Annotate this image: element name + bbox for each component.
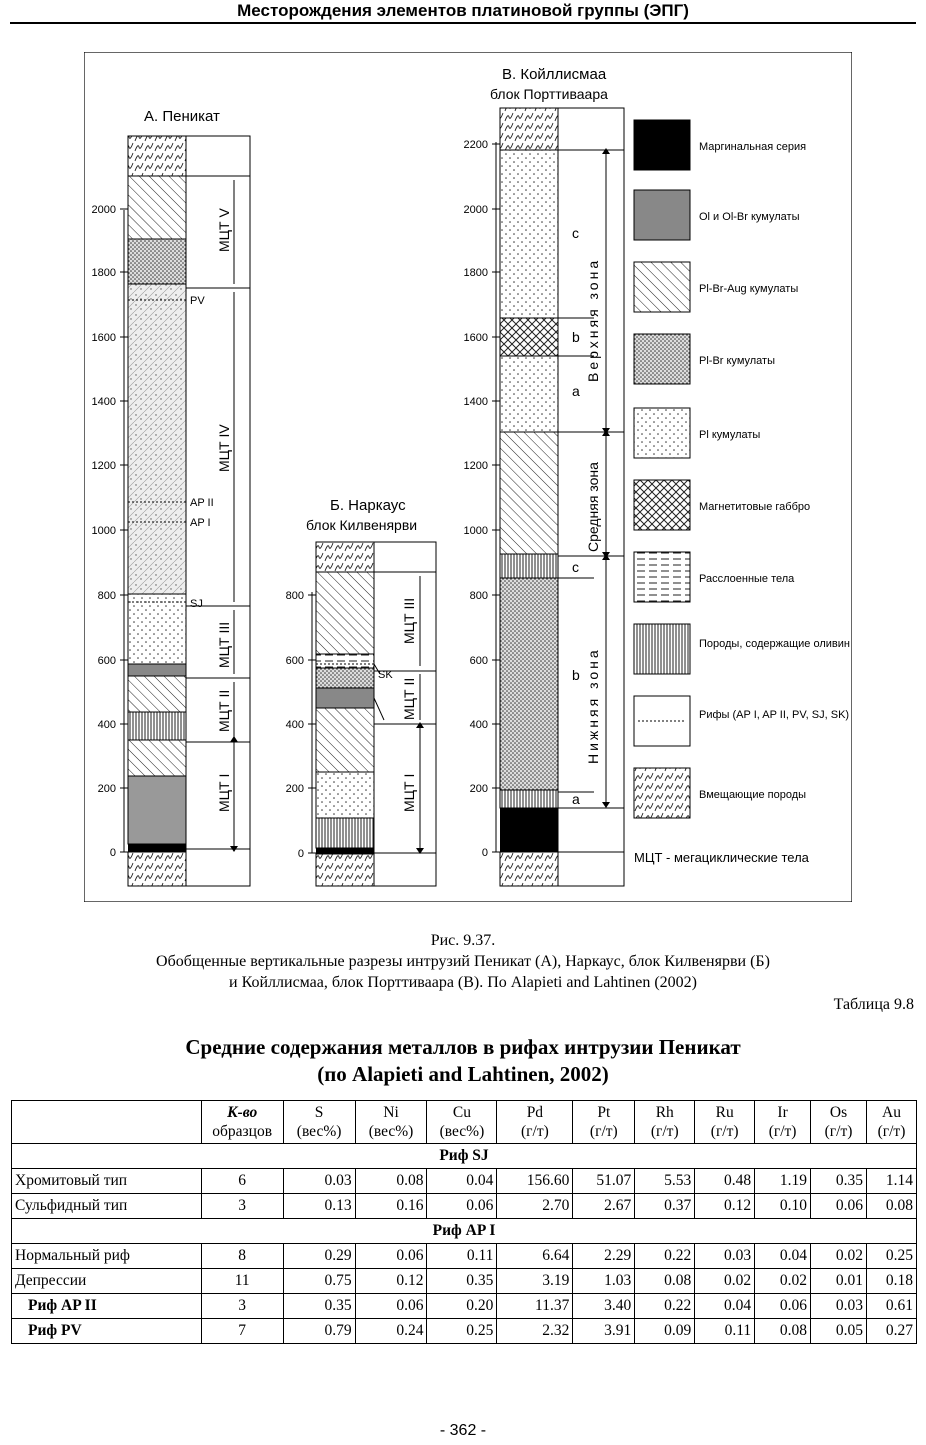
cell: 0.61	[866, 1294, 916, 1319]
header-cell: Ni (вес%)	[355, 1101, 427, 1144]
legend-swatch	[634, 408, 690, 458]
cell: 0.22	[635, 1294, 695, 1319]
cell: 2.29	[573, 1244, 635, 1269]
tick-label: 1600	[91, 332, 116, 344]
tick-label: 800	[285, 590, 304, 602]
subzone-label: b	[572, 667, 580, 683]
legend-swatch	[634, 624, 690, 674]
legend-swatch	[634, 480, 690, 530]
header-cell: Rh (г/т)	[635, 1101, 695, 1144]
header-cell: Au (г/т)	[866, 1101, 916, 1144]
legend-item: Расслоенные тела	[699, 573, 795, 585]
legend-note: МЦТ - мегациклические тела	[634, 850, 809, 865]
cell: 0.06	[355, 1244, 427, 1269]
header-cell: S (вес%)	[283, 1101, 355, 1144]
cell: 0.35	[283, 1294, 355, 1319]
tick-label: 1600	[463, 332, 488, 344]
cell: 0.20	[427, 1294, 497, 1319]
cell: 6.64	[497, 1244, 573, 1269]
cell: 0.11	[427, 1244, 497, 1269]
tick-label: 0	[297, 848, 304, 860]
legend-item: Pl-Br кумулаты	[699, 355, 775, 367]
column-b-title: Б. Наркаус	[330, 497, 406, 514]
tick-label: 1000	[463, 525, 488, 537]
tick-label: 0	[109, 847, 116, 859]
tick-label: 1200	[91, 460, 116, 472]
cell: 0.08	[355, 1169, 427, 1194]
reef-label: SJ	[190, 598, 203, 610]
tick-label: 1800	[91, 267, 116, 279]
running-header: Месторождения элементов платиновой группы (ЭПГ)	[237, 1, 689, 20]
cell: 0.06	[355, 1294, 427, 1319]
legend-swatch	[634, 262, 690, 312]
legend-swatch	[634, 334, 690, 384]
figure-frame	[84, 52, 852, 902]
cell: 2.67	[573, 1194, 635, 1219]
header-cell: Pd (г/т)	[497, 1101, 573, 1144]
cell: 0.12	[355, 1269, 427, 1294]
tick-label: 400	[469, 719, 488, 731]
page-number: - 362 -	[439, 1422, 487, 1439]
tick-label: 200	[285, 783, 304, 795]
tick-label: 2000	[91, 204, 116, 216]
cell: 0.02	[811, 1244, 867, 1269]
row-name: Депрессии	[12, 1269, 202, 1294]
tick-label: 1800	[463, 267, 488, 279]
cell: 0.13	[283, 1194, 355, 1219]
legend-item: Магнетитовые габбро	[699, 501, 811, 513]
unit-label: МЦТ II	[401, 677, 417, 720]
cell: 6	[201, 1169, 283, 1194]
zone-label: Нижняя зона	[585, 647, 601, 764]
legend-swatch	[634, 552, 690, 602]
unit-label: МЦТ III	[216, 621, 232, 668]
cell: 0.08	[755, 1319, 811, 1344]
cell: 3.40	[573, 1294, 635, 1319]
cell: 2.32	[497, 1319, 573, 1344]
cell: 3	[201, 1194, 283, 1219]
tick-label: 200	[469, 783, 488, 795]
subzone-label: c	[572, 559, 579, 575]
cell: 0.06	[811, 1194, 867, 1219]
cell: 7	[201, 1319, 283, 1344]
cell: 0.04	[695, 1294, 755, 1319]
cell: 0.03	[695, 1244, 755, 1269]
column-b-subtitle: блок Килвенярви	[306, 517, 418, 533]
table-section-row	[12, 1144, 917, 1169]
cell: 3.19	[497, 1269, 573, 1294]
table-header-row	[12, 1101, 917, 1144]
cell: 0.27	[866, 1319, 916, 1344]
reef-label: AP I	[190, 517, 211, 529]
subzone-label: b	[572, 329, 580, 345]
unit-label: МЦТ IV	[216, 424, 232, 472]
cell: 0.06	[755, 1294, 811, 1319]
cell: 0.37	[635, 1194, 695, 1219]
unit-label: МЦТ I	[216, 773, 232, 812]
tick-label: 800	[97, 590, 116, 602]
legend-swatch	[634, 190, 690, 240]
table-title	[0, 1034, 926, 1088]
cell: 0.08	[866, 1194, 916, 1219]
cell: 1.14	[866, 1169, 916, 1194]
unit-label: МЦТ II	[216, 689, 232, 732]
tick-label: 2200	[463, 139, 488, 151]
cell: 0.05	[811, 1319, 867, 1344]
cell: 0.03	[283, 1169, 355, 1194]
cell: 0.06	[427, 1194, 497, 1219]
legend-item: Рифы (AP I, AP II, PV, SJ, SK)	[699, 709, 850, 721]
cell: 0.18	[866, 1269, 916, 1294]
section-label: Риф SJ	[12, 1144, 917, 1169]
cell: 5.53	[635, 1169, 695, 1194]
unit-label: МЦТ III	[401, 597, 417, 644]
cell: 0.02	[695, 1269, 755, 1294]
cell: 0.29	[283, 1244, 355, 1269]
zone-label: Верхняя зона	[585, 257, 601, 382]
caption-line: Рис. 9.37.	[430, 932, 496, 949]
table-row	[12, 1294, 917, 1319]
tick-label: 1200	[463, 460, 488, 472]
cell: 3	[201, 1294, 283, 1319]
tick-label: 1400	[463, 396, 488, 408]
cell: 0.24	[355, 1319, 427, 1344]
column-c-subtitle: блок Порттиваара	[490, 86, 608, 102]
column-a-title: А. Пеникат	[144, 108, 220, 125]
cell: 0.10	[755, 1194, 811, 1219]
metals-table	[11, 1100, 917, 1344]
reef-label: PV	[190, 295, 205, 307]
header-cell: Ir (г/т)	[755, 1101, 811, 1144]
reef-label: SK	[378, 669, 393, 681]
cell: 2.70	[497, 1194, 573, 1219]
cell: 1.19	[755, 1169, 811, 1194]
cell: 0.02	[755, 1269, 811, 1294]
header-cell: К-во образцов	[201, 1101, 283, 1144]
row-name: Хромитовый тип	[12, 1169, 202, 1194]
table-row	[12, 1194, 917, 1219]
cell: 0.75	[283, 1269, 355, 1294]
tick-label: 1400	[91, 396, 116, 408]
tick-label: 200	[97, 783, 116, 795]
unit-label: МЦТ I	[401, 773, 417, 812]
cell: 11	[201, 1269, 283, 1294]
cell: 0.25	[427, 1319, 497, 1344]
tick-label: 1000	[91, 525, 116, 537]
subzone-label: a	[572, 791, 580, 807]
table-row	[12, 1244, 917, 1269]
cell: 0.04	[427, 1169, 497, 1194]
cell: 0.08	[635, 1269, 695, 1294]
cell: 0.16	[355, 1194, 427, 1219]
header-rule	[10, 22, 916, 24]
table-number: Таблица 9.8	[833, 996, 914, 1013]
tick-label: 800	[469, 590, 488, 602]
stratigraphic-figure	[84, 52, 852, 902]
section-label: Риф AP I	[12, 1219, 917, 1244]
header-cell: Ru (г/т)	[695, 1101, 755, 1144]
header-cell-empty	[12, 1101, 202, 1144]
legend-item: Pl-Br-Aug кумулаты	[699, 283, 799, 295]
caption-line: Обобщенные вертикальные разрезы интрузий Пеникат (А), Наркаус, блок Килвенярви (Б)	[156, 953, 770, 970]
legend-item: Породы, содержащие оливин	[699, 638, 850, 650]
caption-line: и Койллисмаа, блок Порттиваара (В). По Alapieti and Lahtinen (2002)	[229, 974, 697, 991]
reef-label: AP II	[190, 497, 214, 509]
legend-item: Вмещающие породы	[699, 789, 807, 801]
tick-label: 400	[97, 719, 116, 731]
legend-item: Маргинальная серия	[699, 141, 807, 153]
cell: 156.60	[497, 1169, 573, 1194]
table-title-line: (по Alapieti and Lahtinen, 2002)	[317, 1062, 609, 1086]
cell: 0.35	[811, 1169, 867, 1194]
tick-label: 600	[469, 655, 488, 667]
tick-label: 2000	[463, 204, 488, 216]
table-row	[12, 1269, 917, 1294]
figure-caption	[0, 930, 926, 993]
cell: 0.35	[427, 1269, 497, 1294]
subzone-label: c	[572, 225, 579, 241]
cell: 0.09	[635, 1319, 695, 1344]
cell: 1.03	[573, 1269, 635, 1294]
column-c-title: В. Койллисмаа	[502, 66, 607, 83]
cell: 0.12	[695, 1194, 755, 1219]
header-cell: Pt (г/т)	[573, 1101, 635, 1144]
cell: 0.04	[755, 1244, 811, 1269]
legend-item: Ol и Ol-Br кумулаты	[699, 211, 800, 223]
tick-label: 600	[97, 655, 116, 667]
header-cell: Os (г/т)	[811, 1101, 867, 1144]
cell: 0.25	[866, 1244, 916, 1269]
legend-swatch	[634, 768, 690, 818]
unit-label: МЦТ V	[216, 208, 232, 252]
table-row	[12, 1169, 917, 1194]
table-section-row	[12, 1219, 917, 1244]
legend-swatch	[634, 120, 690, 170]
zone-label: Средняя зона	[585, 462, 601, 552]
row-name: Риф AP II	[12, 1294, 202, 1319]
table-title-line: Средние содержания металлов в рифах интрузии Пеникат	[185, 1035, 741, 1059]
cell: 0.22	[635, 1244, 695, 1269]
tick-label: 400	[285, 719, 304, 731]
cell: 0.11	[695, 1319, 755, 1344]
cell: 0.79	[283, 1319, 355, 1344]
legend-item: Pl кумулаты	[699, 429, 761, 441]
tick-label: 0	[481, 847, 488, 859]
cell: 0.03	[811, 1294, 867, 1319]
subzone-label: a	[572, 383, 580, 399]
row-name: Нормальный риф	[12, 1244, 202, 1269]
row-name: Риф PV	[12, 1319, 202, 1344]
cell: 51.07	[573, 1169, 635, 1194]
header-cell: Cu (вес%)	[427, 1101, 497, 1144]
tick-label: 600	[285, 655, 304, 667]
cell: 3.91	[573, 1319, 635, 1344]
row-name: Сульфидный тип	[12, 1194, 202, 1219]
cell: 0.48	[695, 1169, 755, 1194]
table-row	[12, 1319, 917, 1344]
cell: 0.01	[811, 1269, 867, 1294]
cell: 11.37	[497, 1294, 573, 1319]
cell: 8	[201, 1244, 283, 1269]
